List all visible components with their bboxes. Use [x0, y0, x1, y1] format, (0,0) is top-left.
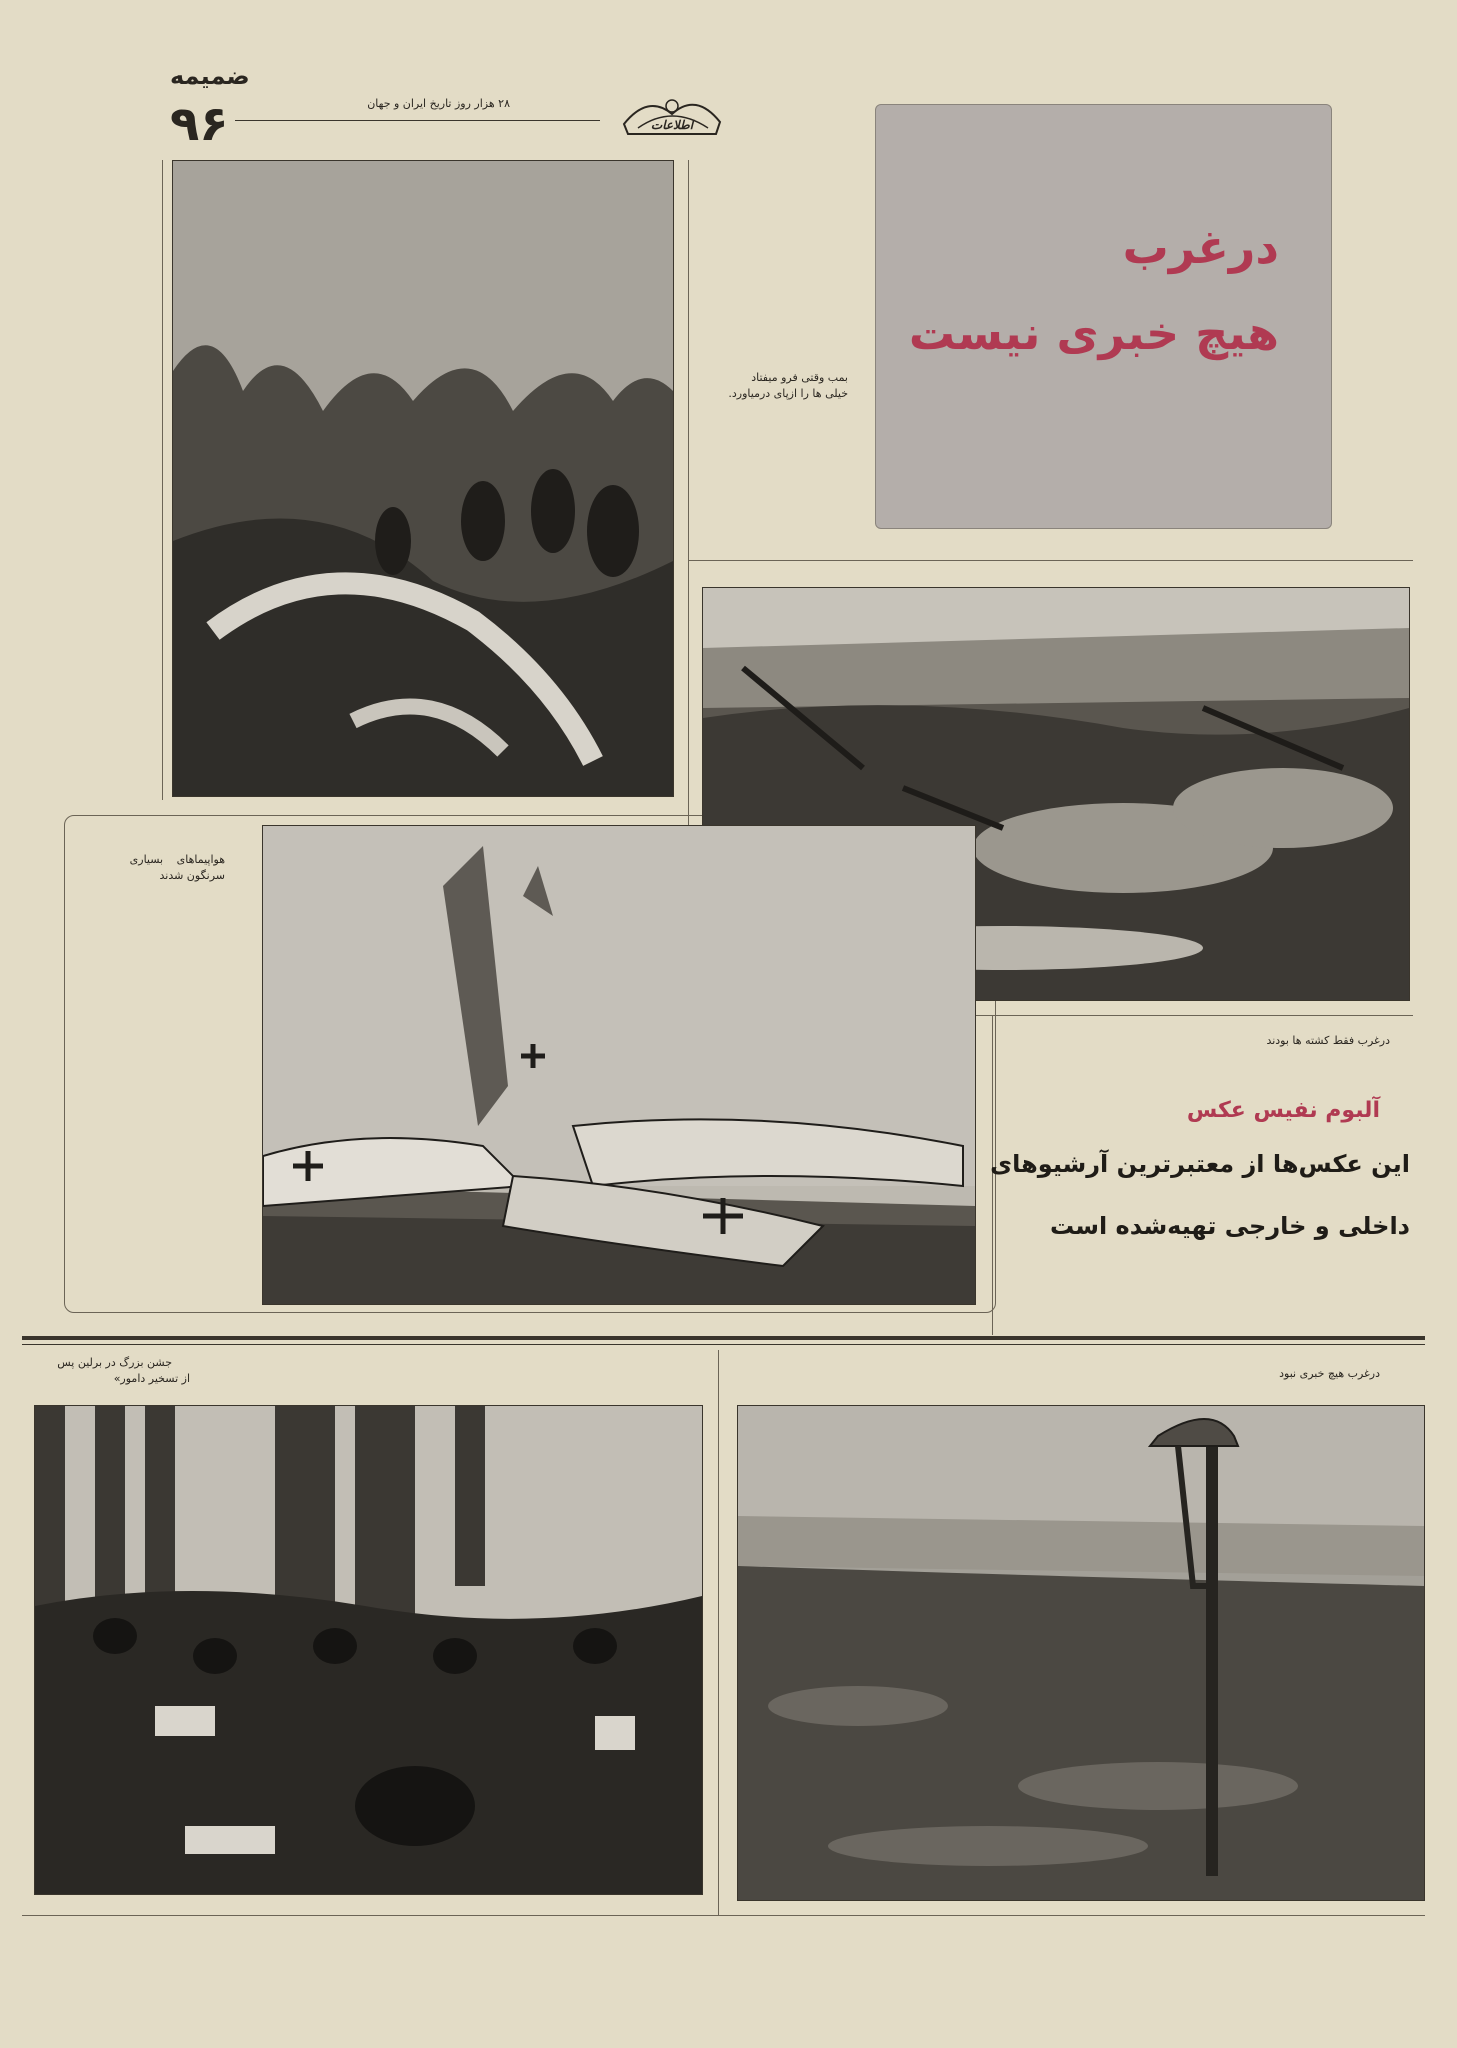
helmet-caption: درغرب هیچ خبری نبود [1279, 1367, 1380, 1380]
berlin-caption-line1: جشن بزرگ در برلین پس [57, 1356, 172, 1369]
newspaper-logo-text: اطلاعات [650, 118, 694, 132]
page-title-line1: درغرب [1122, 220, 1279, 274]
planes-caption-line2: سرنگون شدند [159, 869, 225, 882]
berlin-caption-line2: از تسخیر دامور» [113, 1372, 190, 1385]
section-divider [22, 1336, 1425, 1340]
section-divider-thin [22, 1344, 1425, 1345]
issue-number: ۹۶ [170, 96, 229, 152]
planes-caption-line1: هواپیماهای بسیاری [129, 853, 225, 866]
bodies-caption: درغرب فقط کشته ها بودند [1266, 1034, 1390, 1047]
crashed-biplane-photo [262, 825, 976, 1305]
berlin-celebration-photo [34, 1405, 703, 1895]
column-rule [162, 160, 163, 800]
column-rule [688, 160, 689, 560]
title-box [875, 104, 1332, 529]
supplement-label: ضمیمه [170, 62, 250, 90]
album-heading: آلبوم نفیس عکس [1186, 1098, 1380, 1123]
soldiers-caption-line2: خیلی ها را ازپای درمیاورد. [728, 387, 848, 400]
soldiers-in-forest-photo [172, 160, 674, 797]
page-title-line2: هیچ خبری نیست [908, 306, 1279, 360]
album-description-line1: این عکس‌ها از معتبرترین آرشیوهای [990, 1150, 1410, 1178]
header-tagline: ۲۸ هزار روز تاریخ ایران و جهان [367, 97, 510, 110]
bottom-rule [22, 1915, 1425, 1916]
column-rule [688, 560, 1413, 561]
helmet-on-rifle-photo [737, 1405, 1425, 1901]
column-rule [718, 1350, 719, 1915]
newspaper-logo [618, 84, 726, 142]
header-rule [235, 120, 600, 121]
soldiers-caption-line1: بمب وقتی فرو میفتاد [751, 371, 848, 384]
album-description-line2: داخلی و خارجی تهیه‌شده است [1049, 1212, 1410, 1240]
